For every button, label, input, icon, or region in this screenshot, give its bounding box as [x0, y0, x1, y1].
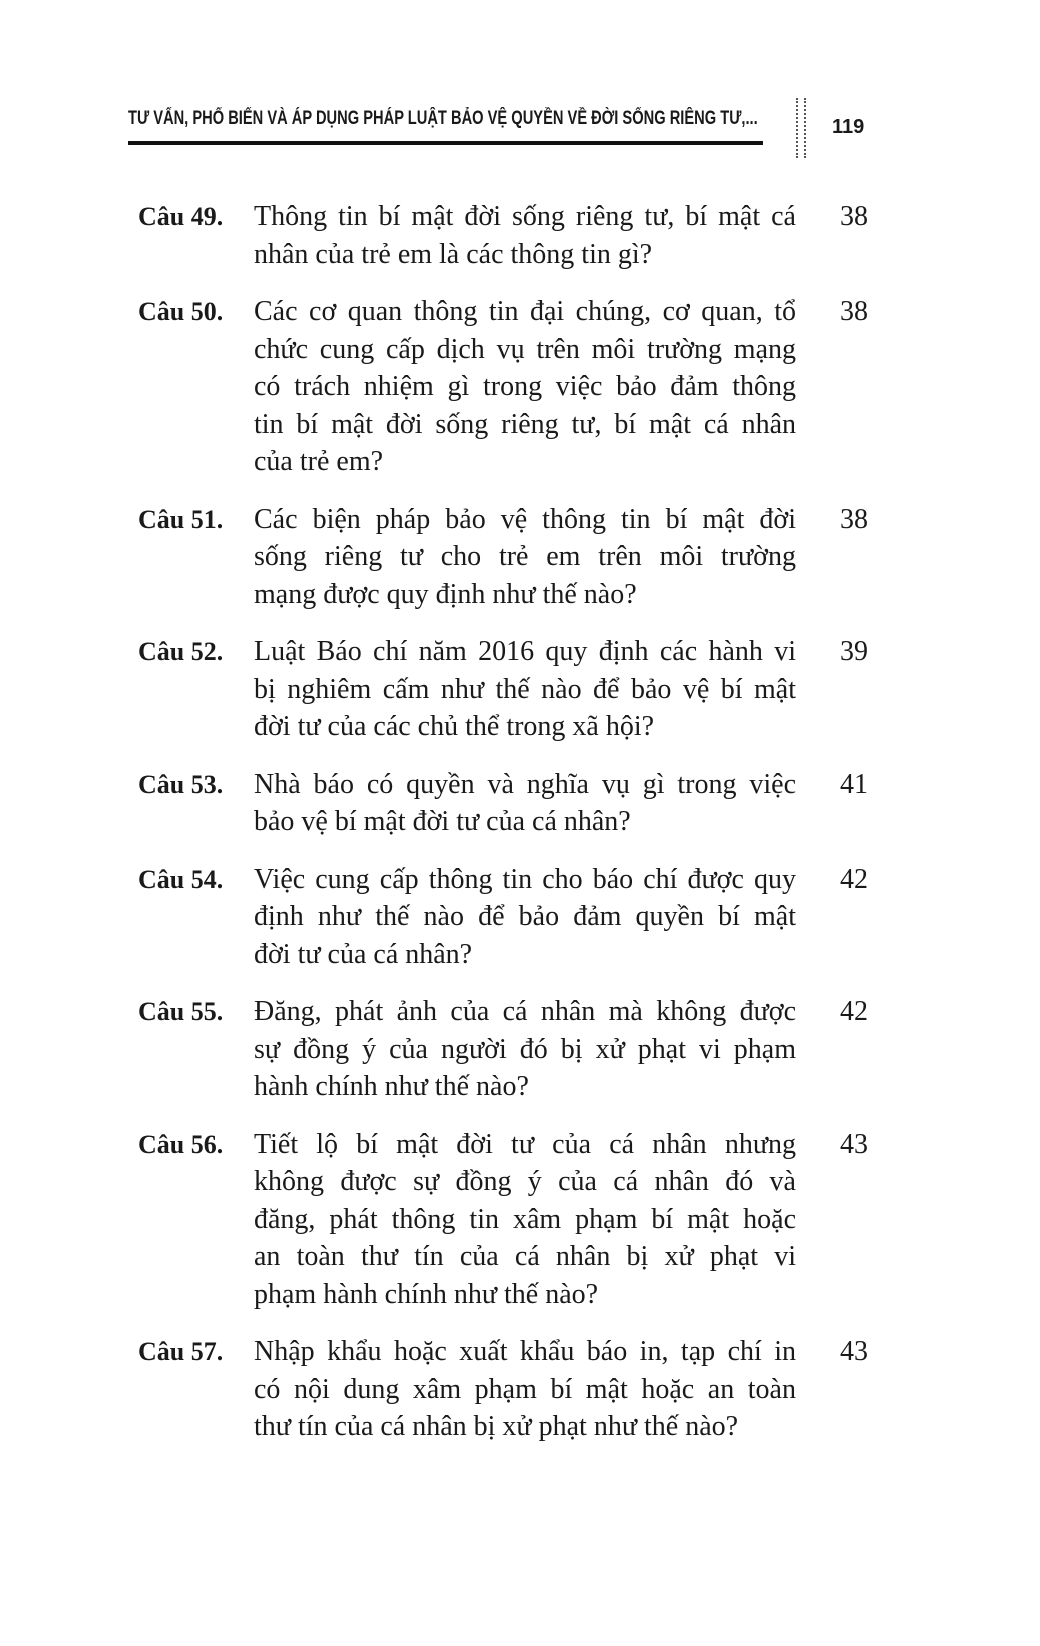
- text-line: [254, 293, 796, 331]
- text-line: [254, 501, 796, 539]
- text-line: [254, 198, 796, 236]
- text-line: [254, 1201, 796, 1239]
- text-line-content: an toàn thư tín của cá nhân bị xử phạt vi: [254, 1241, 796, 1272]
- text-line-content: phạm hành chính như thế nào?: [254, 1278, 599, 1310]
- text-line: [254, 671, 796, 709]
- entry-page-number: 42: [840, 996, 868, 1027]
- toc-entry: [138, 1333, 868, 1446]
- toc-entry: [138, 501, 868, 614]
- header-rule: [128, 141, 763, 145]
- text-line: [254, 1238, 796, 1276]
- question-label: Câu 53.: [138, 769, 224, 799]
- text-line-content: Nhập khẩu hoặc xuất khẩu báo in, tạp chí in: [254, 1336, 796, 1367]
- text-line-content: bảo vệ bí mật đời tư của cá nhân?: [254, 806, 631, 837]
- text-line: [254, 443, 796, 481]
- table-of-contents: [138, 198, 868, 1466]
- text-line-content: Đăng, phát ảnh của cá nhân mà không được: [254, 996, 796, 1027]
- question-label: Câu 51.: [138, 504, 224, 534]
- entry-page-number: 43: [840, 1128, 868, 1160]
- text-line-content: định như thế nào để bảo đảm quyền bí mật: [254, 901, 796, 932]
- question-text: [254, 501, 796, 614]
- text-line: [254, 1068, 796, 1106]
- text-line-content: của trẻ em?: [254, 446, 384, 477]
- text-line: [254, 766, 796, 804]
- text-line: [254, 331, 796, 369]
- question-label: Câu 54.: [138, 864, 224, 894]
- text-line: [254, 576, 796, 614]
- toc-entry: [138, 293, 868, 481]
- question-label: Câu 52.: [138, 637, 224, 666]
- question-label: Câu 50.: [138, 297, 224, 326]
- entry-page-number: 38: [840, 296, 868, 327]
- question-label: Câu 57.: [138, 1337, 224, 1366]
- entry-page-number: 38: [840, 201, 868, 232]
- entry-page-number: 41: [840, 768, 868, 800]
- text-line-content: có nội dung xâm phạm bí mật hoặc an toàn: [254, 1373, 796, 1405]
- text-line-content: Các biện pháp bảo vệ thông tin bí mật đời: [254, 503, 796, 535]
- text-line-content: Thông tin bí mật đời sống riêng tư, bí mật cá: [254, 201, 796, 232]
- running-header: TƯ VẤN, PHỔ BIẾN VÀ ÁP DỤNG PHÁP LUẬT BẢO VỆ QUYỀN VỀ ĐỜI SỐNG RIÊNG TƯ,...: [128, 108, 758, 129]
- text-line: [254, 538, 796, 576]
- question-label: Câu 49.: [138, 202, 224, 231]
- entry-page-number: 43: [840, 1336, 868, 1367]
- text-line: [254, 861, 796, 899]
- text-line: [254, 1333, 796, 1371]
- text-line-content: chức cung cấp dịch vụ trên môi trường mạng: [254, 333, 796, 365]
- text-line-content: bị nghiêm cấm như thế nào để bảo vệ bí mật: [254, 673, 796, 705]
- question-text: [254, 861, 796, 974]
- toc-entry: [138, 766, 868, 841]
- text-line-content: tin bí mật đời sống riêng tư, bí mật cá nhân: [254, 408, 796, 440]
- text-line: [254, 1031, 796, 1069]
- entry-page-number: 42: [840, 863, 868, 895]
- text-line: [254, 1126, 796, 1164]
- text-line: [254, 1163, 796, 1201]
- text-line-content: có trách nhiệm gì trong việc bảo đảm thông: [254, 371, 796, 402]
- text-line: [254, 898, 796, 936]
- question-text: [254, 198, 796, 273]
- text-line-content: đời tư của các chủ thể trong xã hội?: [254, 711, 655, 742]
- text-line-content: mạng được quy định như thế nào?: [254, 578, 637, 610]
- question-label: Câu 55.: [138, 997, 224, 1026]
- text-line: [254, 406, 796, 444]
- text-line: [254, 1371, 796, 1409]
- toc-entry: [138, 861, 868, 974]
- text-line-content: đời tư của cá nhân?: [254, 938, 473, 970]
- page-number: 119: [832, 116, 865, 138]
- question-text: [254, 766, 796, 841]
- text-line: [254, 993, 796, 1031]
- text-line: [254, 236, 796, 274]
- entry-page-number: 39: [840, 636, 868, 667]
- question-text: [254, 1126, 796, 1314]
- toc-entry: [138, 633, 868, 746]
- text-line: [254, 936, 796, 974]
- question-label: Câu 56.: [138, 1129, 224, 1159]
- toc-entry: [138, 1126, 868, 1314]
- question-text: [254, 993, 796, 1106]
- text-line: [254, 633, 796, 671]
- text-line-content: không được sự đồng ý của cá nhân đó và: [254, 1166, 796, 1197]
- text-line: [254, 708, 796, 746]
- text-line: [254, 1408, 796, 1446]
- text-line-content: nhân của trẻ em là các thông tin gì?: [254, 238, 653, 270]
- question-text: [254, 293, 796, 481]
- text-line: [254, 368, 796, 406]
- text-line-content: Các cơ quan thông tin đại chúng, cơ quan, tổ: [254, 296, 796, 327]
- text-line-content: Luật Báo chí năm 2016 quy định các hành vi: [254, 636, 796, 667]
- entry-page-number: 38: [840, 503, 868, 535]
- text-line-content: đăng, phát thông tin xâm phạm bí mật hoặc: [254, 1203, 796, 1235]
- text-line-content: thư tín của cá nhân bị xử phạt như thế nào?: [254, 1411, 739, 1442]
- text-line-content: Tiết lộ bí mật đời tư của cá nhân nhưng: [254, 1128, 796, 1160]
- toc-entry: [138, 993, 868, 1106]
- text-line-content: Việc cung cấp thông tin cho báo chí được quy: [254, 863, 796, 895]
- text-line-content: sống riêng tư cho trẻ em trên môi trường: [254, 541, 796, 572]
- text-line-content: hành chính như thế nào?: [254, 1071, 529, 1102]
- decorative-divider: [796, 98, 806, 158]
- toc-entry: [138, 198, 868, 273]
- question-text: [254, 633, 796, 746]
- text-line-content: sự đồng ý của người đó bị xử phạt vi phạm: [254, 1033, 796, 1065]
- text-line: [254, 803, 796, 841]
- text-line: [254, 1276, 796, 1314]
- text-line-content: Nhà báo có quyền và nghĩa vụ gì trong việc: [254, 768, 796, 800]
- question-text: [254, 1333, 796, 1446]
